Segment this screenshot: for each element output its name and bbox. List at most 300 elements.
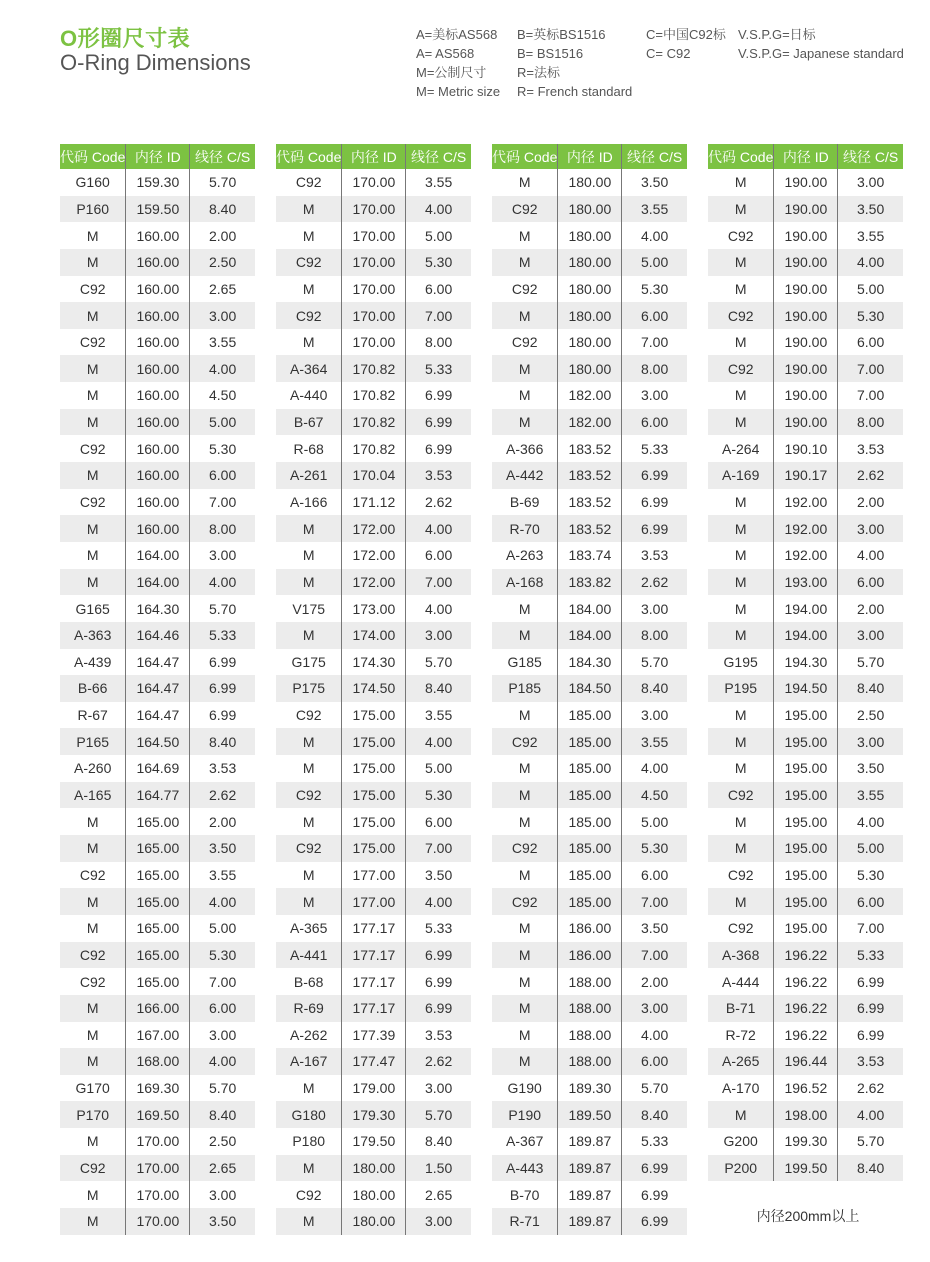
legend-r-en: R= French standard xyxy=(517,84,633,99)
cell-code: M xyxy=(60,355,126,382)
cell-code: C92 xyxy=(276,302,342,329)
cell-cs: 6.99 xyxy=(640,494,669,510)
cell-id: 177.00 xyxy=(342,862,406,889)
table-row xyxy=(708,835,903,862)
cell-cs: 6.99 xyxy=(406,995,471,1022)
table-row xyxy=(708,995,903,1022)
cell-id: 185.00 xyxy=(558,888,622,915)
table-row xyxy=(708,968,903,995)
cell-cs: 6.00 xyxy=(190,995,255,1022)
cell-code: M xyxy=(276,196,342,223)
cell-code: M xyxy=(60,1208,126,1235)
table-row xyxy=(492,1128,687,1155)
cell-id: 194.00 xyxy=(774,622,838,649)
cell-cs: 3.55 xyxy=(208,866,237,883)
cell-cs: 2.62 xyxy=(856,1080,885,1097)
cell-id: 168.00 xyxy=(126,1048,190,1075)
cell-cs: 2.00 xyxy=(640,973,669,990)
header-cs: 线径 C/S xyxy=(622,144,687,169)
cell-cs: 6.99 xyxy=(622,1208,687,1235)
cell-id: 160.00 xyxy=(126,249,190,276)
cell-cs: 4.00 xyxy=(838,249,903,276)
cell-id: 196.44 xyxy=(774,1048,838,1075)
cell-cs: 3.00 xyxy=(838,515,903,542)
cell-code: B-66 xyxy=(60,675,126,702)
cell-id: 192.00 xyxy=(774,542,838,569)
cell-code: C92 xyxy=(60,489,126,516)
cell-id: 177.17 xyxy=(342,942,406,969)
table-row xyxy=(60,942,255,969)
cell-cs: 6.00 xyxy=(190,462,255,489)
cell-id: 184.30 xyxy=(558,649,622,676)
cell-id: 199.30 xyxy=(774,1128,838,1155)
cell-id: 190.00 xyxy=(774,222,838,249)
cell-id: 189.30 xyxy=(558,1075,622,1102)
table-row xyxy=(60,542,255,569)
cell-code: P200 xyxy=(708,1155,774,1182)
cell-cs: 8.40 xyxy=(622,675,687,702)
table-row xyxy=(276,569,471,596)
cell-code: M xyxy=(708,569,774,596)
cell-code: G160 xyxy=(60,169,126,196)
table-row xyxy=(276,169,471,196)
cell-cs: 8.40 xyxy=(190,1101,255,1128)
cell-id: 164.47 xyxy=(126,702,190,729)
cell-id: 170.00 xyxy=(126,1155,190,1182)
cell-code: P195 xyxy=(708,675,774,702)
table-row xyxy=(276,1075,471,1102)
table-row xyxy=(492,489,687,516)
cell-code: M xyxy=(708,755,774,782)
cell-code: M xyxy=(492,169,558,196)
table-row xyxy=(60,888,255,915)
table-row xyxy=(60,222,255,249)
cell-id: 180.00 xyxy=(558,302,622,329)
table-row xyxy=(276,782,471,809)
cell-cs: 6.99 xyxy=(838,995,903,1022)
table-row xyxy=(708,728,903,755)
table-row xyxy=(276,249,471,276)
cell-cs: 5.00 xyxy=(838,835,903,862)
cell-code: A-263 xyxy=(492,542,558,569)
cell-id: 169.30 xyxy=(126,1075,190,1102)
cell-cs: 4.00 xyxy=(190,569,255,596)
cell-id: 189.87 xyxy=(558,1208,622,1235)
cell-cs: 5.70 xyxy=(208,1080,237,1097)
cell-id: 170.82 xyxy=(342,355,406,382)
table-row xyxy=(708,755,903,782)
cell-id: 196.52 xyxy=(774,1075,838,1102)
cell-id: 174.50 xyxy=(342,675,406,702)
cell-cs: 4.00 xyxy=(640,760,669,777)
cell-id: 196.22 xyxy=(774,1022,838,1049)
table-row xyxy=(276,622,471,649)
cell-cs: 2.62 xyxy=(622,569,687,596)
table-row xyxy=(492,196,687,223)
cell-cs: 8.00 xyxy=(424,334,453,351)
cell-id: 183.52 xyxy=(558,489,622,516)
cell-cs: 5.70 xyxy=(640,1080,669,1097)
cell-cs: 5.00 xyxy=(856,280,885,297)
cell-code: R-67 xyxy=(60,702,126,729)
cell-id: 193.00 xyxy=(774,569,838,596)
table-row xyxy=(60,1075,255,1102)
cell-cs: 3.55 xyxy=(622,728,687,755)
table-row xyxy=(708,382,903,409)
legend-r-cn: R=法标 xyxy=(517,65,560,80)
cell-code: M xyxy=(492,915,558,942)
table-row xyxy=(492,995,687,1022)
cell-id: 185.00 xyxy=(558,702,622,729)
cell-cs: 3.00 xyxy=(406,1208,471,1235)
cell-code: A-439 xyxy=(60,649,126,676)
table-row xyxy=(708,302,903,329)
cell-code: G170 xyxy=(60,1075,126,1102)
cell-code: A-260 xyxy=(60,755,126,782)
header-code: 代码 Code xyxy=(60,144,126,169)
cell-cs: 7.00 xyxy=(406,835,471,862)
cell-cs: 4.00 xyxy=(406,196,471,223)
legend-b-en: B= BS1516 xyxy=(517,46,584,61)
cell-code: C92 xyxy=(492,196,558,223)
cell-code: M xyxy=(276,888,342,915)
cell-cs: 3.50 xyxy=(190,1208,255,1235)
cell-cs: 7.00 xyxy=(622,888,687,915)
cell-code: C92 xyxy=(276,835,342,862)
table-row xyxy=(492,755,687,782)
header-id: 内径 ID xyxy=(342,144,406,169)
legend-v-en: V.S.P.G= Japanese standard xyxy=(738,46,904,61)
cell-cs: 5.70 xyxy=(208,600,237,617)
cell-code: M xyxy=(708,1101,774,1128)
table-row xyxy=(276,435,471,462)
cell-id: 190.00 xyxy=(774,249,838,276)
cell-id: 160.00 xyxy=(126,409,190,436)
cell-id: 165.00 xyxy=(126,888,190,915)
cell-id: 171.12 xyxy=(342,489,406,516)
header-id: 内径 ID xyxy=(126,144,190,169)
cell-id: 160.00 xyxy=(126,222,190,249)
cell-id: 192.00 xyxy=(774,515,838,542)
cell-code: C92 xyxy=(492,888,558,915)
table-row xyxy=(492,1101,687,1128)
table-row xyxy=(60,249,255,276)
table-row xyxy=(60,1022,255,1049)
cell-code: M xyxy=(492,702,558,729)
table-row xyxy=(276,355,471,382)
cell-cs: 3.50 xyxy=(838,196,903,223)
cell-code: M xyxy=(60,1022,126,1049)
cell-id: 169.50 xyxy=(126,1101,190,1128)
cell-code: M xyxy=(60,1048,126,1075)
cell-cs: 5.00 xyxy=(208,920,237,937)
table-row xyxy=(276,489,471,516)
cell-code: M xyxy=(60,835,126,862)
table-row xyxy=(492,968,687,995)
cell-cs: 7.00 xyxy=(406,569,471,596)
page-title-en: O-Ring Dimensions xyxy=(60,50,251,75)
cell-cs: 4.00 xyxy=(640,1026,669,1043)
cell-id: 164.69 xyxy=(126,755,190,782)
cell-id: 194.00 xyxy=(774,595,838,622)
cell-cs: 3.00 xyxy=(622,995,687,1022)
cell-id: 170.00 xyxy=(126,1128,190,1155)
cell-id: 170.82 xyxy=(342,435,406,462)
table-row xyxy=(708,942,903,969)
table-row xyxy=(276,222,471,249)
cell-code: C92 xyxy=(492,835,558,862)
cell-id: 175.00 xyxy=(342,702,406,729)
cell-cs: 3.53 xyxy=(208,760,237,777)
cell-code: G175 xyxy=(276,649,342,676)
cell-id: 165.00 xyxy=(126,862,190,889)
cell-id: 170.82 xyxy=(342,409,406,436)
cell-code: M xyxy=(492,355,558,382)
cell-cs: 3.00 xyxy=(640,707,669,724)
cell-code: C92 xyxy=(708,915,774,942)
cell-code: A-444 xyxy=(708,968,774,995)
cell-cs: 7.00 xyxy=(406,302,471,329)
cell-cs: 5.70 xyxy=(856,653,885,670)
cell-cs: 6.00 xyxy=(622,302,687,329)
cell-id: 186.00 xyxy=(558,915,622,942)
table-row xyxy=(708,542,903,569)
legend-c-en: C= C92 xyxy=(646,46,691,61)
table-row xyxy=(708,276,903,303)
cell-cs: 5.70 xyxy=(208,174,237,191)
table-row xyxy=(276,196,471,223)
table-row xyxy=(276,862,471,889)
table-row xyxy=(708,1128,903,1155)
table-row xyxy=(276,382,471,409)
cell-id: 160.00 xyxy=(126,435,190,462)
cell-code: B-70 xyxy=(492,1181,558,1208)
cell-id: 160.00 xyxy=(126,489,190,516)
cell-code: M xyxy=(60,462,126,489)
cell-cs: 7.00 xyxy=(208,494,237,510)
cell-code: M xyxy=(276,276,342,303)
dimension-table-1 xyxy=(60,144,255,1235)
legend-a-cn: A=美标AS568 xyxy=(416,27,498,42)
header-id: 内径 ID xyxy=(774,144,838,169)
table-row xyxy=(276,1048,471,1075)
cell-cs: 2.62 xyxy=(424,494,453,510)
cell-cs: 7.00 xyxy=(856,387,885,404)
table-row xyxy=(60,196,255,223)
cell-cs: 6.99 xyxy=(406,942,471,969)
cell-id: 189.87 xyxy=(558,1128,622,1155)
cell-code: M xyxy=(276,1075,342,1102)
cell-code: M xyxy=(60,808,126,835)
cell-cs: 3.00 xyxy=(856,174,885,191)
table-row xyxy=(60,569,255,596)
cell-code: M xyxy=(276,1155,342,1182)
cell-id: 195.00 xyxy=(774,888,838,915)
table-row xyxy=(492,302,687,329)
cell-id: 170.04 xyxy=(342,462,406,489)
cell-id: 177.17 xyxy=(342,995,406,1022)
legend-c-cn: C=中国C92标 xyxy=(646,27,726,42)
cell-cs: 4.00 xyxy=(424,600,453,617)
table-row xyxy=(492,622,687,649)
cell-cs: 7.00 xyxy=(640,334,669,351)
cell-cs: 6.00 xyxy=(424,547,453,564)
cell-cs: 3.50 xyxy=(640,174,669,191)
cell-code: C92 xyxy=(60,329,126,356)
cell-code: M xyxy=(60,222,126,249)
cell-cs: 6.00 xyxy=(640,866,669,883)
cell-cs: 5.70 xyxy=(406,1101,471,1128)
table-row xyxy=(708,569,903,596)
table-header-row xyxy=(708,144,903,169)
cell-id: 175.00 xyxy=(342,782,406,809)
table-row xyxy=(708,515,903,542)
cell-id: 175.00 xyxy=(342,755,406,782)
cell-id: 172.00 xyxy=(342,515,406,542)
cell-code: P170 xyxy=(60,1101,126,1128)
table-header-row xyxy=(492,144,687,169)
cell-cs: 5.33 xyxy=(406,355,471,382)
cell-id: 196.22 xyxy=(774,968,838,995)
table-row xyxy=(492,382,687,409)
cell-id: 165.00 xyxy=(126,942,190,969)
cell-id: 175.00 xyxy=(342,835,406,862)
cell-code: C92 xyxy=(708,222,774,249)
cell-id: 160.00 xyxy=(126,302,190,329)
cell-code: M xyxy=(492,302,558,329)
table-row xyxy=(492,728,687,755)
cell-code: M xyxy=(60,515,126,542)
cell-code: M xyxy=(276,622,342,649)
cell-id: 199.50 xyxy=(774,1155,838,1182)
cell-cs: 4.00 xyxy=(640,227,669,244)
cell-id: 195.00 xyxy=(774,862,838,889)
cell-cs: 8.40 xyxy=(190,728,255,755)
table-row xyxy=(492,462,687,489)
cell-cs: 5.33 xyxy=(424,920,453,937)
table-row xyxy=(60,169,255,196)
cell-id: 195.00 xyxy=(774,915,838,942)
cell-id: 190.17 xyxy=(774,462,838,489)
cell-cs: 5.33 xyxy=(640,1133,669,1150)
table-row xyxy=(708,1048,903,1075)
cell-code: G195 xyxy=(708,649,774,676)
legend-b-cn: B=英标BS1516 xyxy=(517,27,606,42)
cell-id: 184.50 xyxy=(558,675,622,702)
cell-id: 170.00 xyxy=(342,249,406,276)
legend-col-2 xyxy=(517,25,632,101)
cell-code: P175 xyxy=(276,675,342,702)
cell-id: 179.00 xyxy=(342,1075,406,1102)
cell-cs: 2.50 xyxy=(208,1133,237,1150)
table-row xyxy=(492,1181,687,1208)
table-row xyxy=(276,835,471,862)
cell-code: M xyxy=(276,755,342,782)
cell-code: A-166 xyxy=(276,489,342,516)
table-row xyxy=(276,462,471,489)
cell-cs: 6.00 xyxy=(622,409,687,436)
table-row xyxy=(708,435,903,462)
cell-id: 165.00 xyxy=(126,915,190,942)
cell-code: M xyxy=(492,968,558,995)
cell-code: M xyxy=(60,302,126,329)
table-row xyxy=(492,1155,687,1182)
cell-id: 186.00 xyxy=(558,942,622,969)
cell-code: M xyxy=(276,222,342,249)
table-row xyxy=(708,1101,903,1128)
cell-id: 164.00 xyxy=(126,569,190,596)
cell-code: M xyxy=(492,622,558,649)
cell-id: 174.00 xyxy=(342,622,406,649)
table-row xyxy=(60,995,255,1022)
footnote: 内径200mm以上 xyxy=(756,1208,860,1224)
cell-code: M xyxy=(708,489,774,516)
page-title-cn: O形圈尺寸表 xyxy=(60,26,191,51)
table-row xyxy=(492,355,687,382)
cell-code: C92 xyxy=(492,329,558,356)
cell-code: C92 xyxy=(60,968,126,995)
cell-id: 180.00 xyxy=(342,1208,406,1235)
cell-id: 190.10 xyxy=(774,435,838,462)
cell-id: 189.87 xyxy=(558,1155,622,1182)
table-row xyxy=(60,862,255,889)
cell-cs: 6.99 xyxy=(622,515,687,542)
cell-code: M xyxy=(492,862,558,889)
cell-cs: 8.40 xyxy=(190,196,255,223)
cell-id: 190.00 xyxy=(774,302,838,329)
cell-cs: 3.53 xyxy=(640,547,669,564)
cell-cs: 7.00 xyxy=(622,942,687,969)
table-row xyxy=(60,1128,255,1155)
cell-cs: 3.53 xyxy=(406,462,471,489)
cell-cs: 6.99 xyxy=(208,653,237,670)
cell-id: 194.50 xyxy=(774,675,838,702)
cell-id: 159.50 xyxy=(126,196,190,223)
table-row xyxy=(492,569,687,596)
cell-code: A-261 xyxy=(276,462,342,489)
cell-id: 195.00 xyxy=(774,702,838,729)
table-row xyxy=(276,1022,471,1049)
cell-cs: 6.99 xyxy=(424,387,453,404)
cell-id: 183.52 xyxy=(558,435,622,462)
table-row xyxy=(492,169,687,196)
cell-code: A-441 xyxy=(276,942,342,969)
table-row xyxy=(708,862,903,889)
table-row xyxy=(60,435,255,462)
cell-cs: 6.00 xyxy=(424,813,453,830)
cell-id: 170.00 xyxy=(342,329,406,356)
cell-code: M xyxy=(492,995,558,1022)
cell-id: 177.39 xyxy=(342,1022,406,1049)
cell-id: 196.22 xyxy=(774,995,838,1022)
table-row xyxy=(708,329,903,356)
table-row xyxy=(708,649,903,676)
cell-code: V175 xyxy=(276,595,342,622)
table-row xyxy=(60,515,255,542)
cell-code: A-170 xyxy=(708,1075,774,1102)
table-row xyxy=(60,622,255,649)
cell-id: 180.00 xyxy=(342,1181,406,1208)
cell-id: 177.17 xyxy=(342,915,406,942)
cell-code: C92 xyxy=(60,1155,126,1182)
cell-cs: 5.30 xyxy=(622,835,687,862)
cell-id: 165.00 xyxy=(126,835,190,862)
cell-cs: 1.50 xyxy=(406,1155,471,1182)
cell-code: M xyxy=(492,808,558,835)
table-row xyxy=(60,595,255,622)
table-row xyxy=(708,462,903,489)
table-row xyxy=(60,782,255,809)
